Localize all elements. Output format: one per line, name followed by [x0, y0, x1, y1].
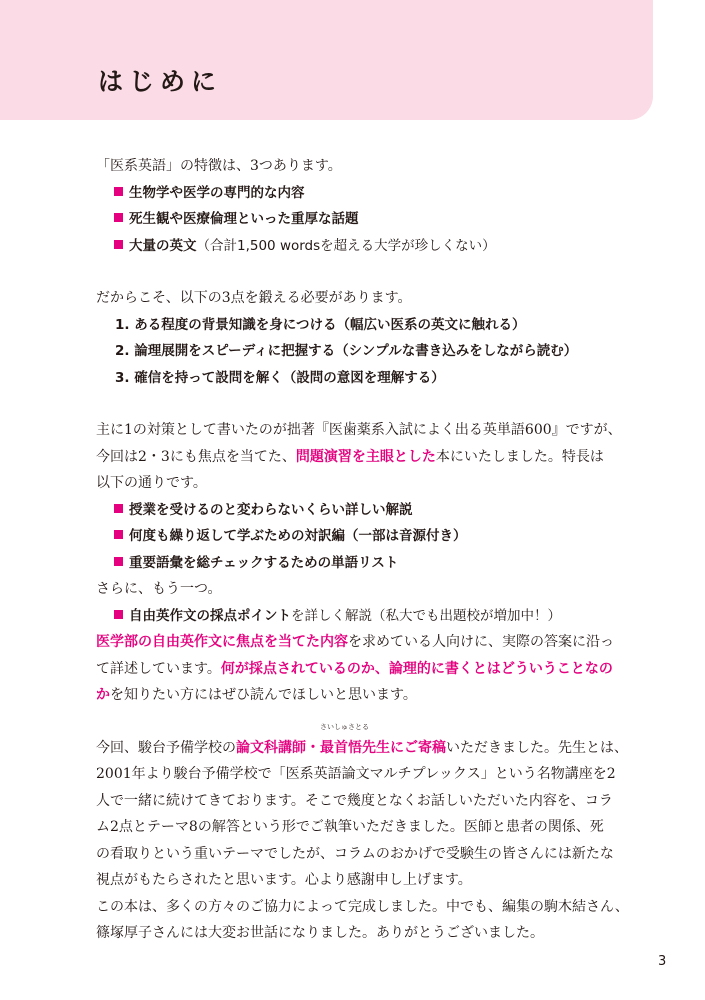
feature-item: 死生観や医療倫理といった重厚な話題: [96, 206, 641, 233]
thanks-text: 2001年より駿台予備学校で「医系英語論文マルチプレックス」という名物講座を2: [96, 766, 616, 782]
bullet-square-icon: [114, 187, 123, 196]
ruby-reading: さいしゅさとる: [320, 722, 369, 731]
page-title: はじめに: [98, 67, 223, 96]
bullet-square-icon: [114, 557, 123, 566]
book-feature-item: 授業を受けるのと変わらないくらい詳しい解説: [96, 497, 641, 524]
bullet-square-icon: [114, 213, 123, 222]
skill-item: 2. 論理展開をスピーディに把握する（シンプルな書き込みをしながら読む）: [115, 343, 578, 359]
highlight-name: さいしゅさとる 最首悟: [320, 722, 369, 756]
bullet-square-icon: [114, 504, 123, 513]
highlight: 医学部の自由英作文に焦点を当てた内容: [96, 634, 348, 650]
body-text: [96, 153, 641, 947]
book-text: 以下の通りです。: [96, 475, 207, 491]
intro-lead: 「医系英語」の特徴は、3つあります。: [96, 158, 342, 174]
thanks-text: 人で一緒に続けてきております。そこで幾度となくお話しいただいた内容を、コラ: [96, 792, 613, 809]
book-text: かを知りたい方にはぜひ読んでほしいと思います。: [96, 687, 417, 703]
highlight: 先生にご寄稿: [362, 739, 446, 756]
highlight: か: [96, 687, 110, 703]
feature-item: 大量の英文（合計1,500 wordsを超える大学が珍しくない）: [96, 233, 641, 260]
thanks-text: 視点がもたらされたと思います。心より感謝申し上げます。: [96, 872, 472, 888]
book-feature-item: 自由英作文の採点ポイントを詳しく解説（私大でも出題校が増加中！）: [96, 603, 641, 630]
feature-item: 生物学や医学の専門的な内容: [96, 180, 641, 207]
thanks-text: 篠塚厚子さんには大変お世話になりました。ありがとうございました。: [96, 925, 544, 941]
thanks-text: この本は、多くの方々のご協力によって完成しました。中でも、編集の駒木結さん、: [96, 898, 629, 915]
bullet-square-icon: [114, 530, 123, 539]
skill-item: 1. ある程度の背景知識を身につける（幅広い医系の英文に触れる）: [115, 316, 526, 333]
bullet-square-icon: [114, 240, 123, 249]
bullet-square-icon: [114, 610, 123, 619]
page-number: 3: [658, 954, 667, 969]
skill-item: 3. 確信を持って設問を解く（設問の意図を理解する）: [115, 369, 445, 386]
header-band: [0, 0, 653, 120]
book-text: 主に1の対策として書いたのが拙著『医歯薬系入試によく出る英単語600』ですが、: [96, 422, 622, 438]
book-text: 医学部の自由英作文に焦点を当てた内容を求めている人向けに、実際の答案に沿っ: [96, 634, 614, 650]
book-feature-item: 何度も繰り返して学ぶための対訳編（一部は音源付き）: [96, 523, 641, 550]
thanks-text: 今回、駿台予備学校の論文科講師・ さいしゅさとる 最首悟先生にご寄稿いただきました。先生とは、: [96, 735, 641, 762]
skills-lead: だからこそ、以下の3点を鍛える必要があります。: [96, 290, 412, 306]
book-text: 今回は2・3にも焦点を当てた、問題演習を主眼とした本にいたしました。特長は: [96, 448, 604, 465]
book-text: さらに、もう一つ。: [96, 581, 222, 597]
thanks-text: ム2点とテーマ8の解答という形でご執筆いただきました。医師と患者の関係、死: [96, 819, 604, 835]
highlight: 何が採点されているのか、論理的に書くとはどういうことなの: [220, 660, 613, 677]
book-feature-item: 重要語彙を総チェックするための単語リスト: [96, 550, 641, 577]
book-text: て詳述しています。何が採点されているのか、論理的に書くとはどういうことなの: [96, 660, 613, 677]
thanks-text: の看取りという重いテーマでしたが、コラムのおかげで受験生の皆さんには新たな: [96, 845, 614, 862]
highlight: 問題演習を主眼とした: [295, 448, 436, 465]
highlight: 論文科講師・: [236, 739, 320, 756]
